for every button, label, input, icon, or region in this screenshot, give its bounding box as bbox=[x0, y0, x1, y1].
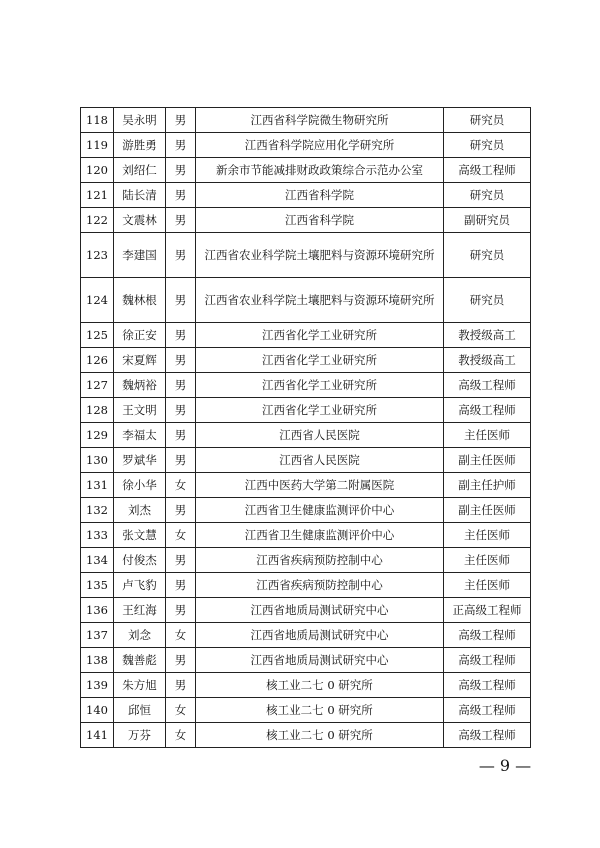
organization-cell: 江西省化学工业研究所 bbox=[196, 398, 444, 423]
job-title-cell: 主任医师 bbox=[444, 523, 531, 548]
organization-cell: 江西省地质局测试研究中心 bbox=[196, 598, 444, 623]
person-name-cell: 刘绍仁 bbox=[114, 158, 166, 183]
row-number-cell: 120 bbox=[81, 158, 114, 183]
row-number-cell: 121 bbox=[81, 183, 114, 208]
person-sex-cell: 男 bbox=[166, 573, 196, 598]
organization-cell: 江西省地质局测试研究中心 bbox=[196, 623, 444, 648]
job-title-cell: 高级工程师 bbox=[444, 723, 531, 748]
job-title-cell: 高级工程师 bbox=[444, 623, 531, 648]
organization-cell: 江西省卫生健康监测评价中心 bbox=[196, 498, 444, 523]
organization-cell: 江西省化学工业研究所 bbox=[196, 323, 444, 348]
row-number-cell: 126 bbox=[81, 348, 114, 373]
row-number-cell: 124 bbox=[81, 278, 114, 323]
person-sex-cell: 男 bbox=[166, 673, 196, 698]
person-sex-cell: 女 bbox=[166, 473, 196, 498]
job-title-cell: 副主任医师 bbox=[444, 448, 531, 473]
organization-cell: 江西省化学工业研究所 bbox=[196, 373, 444, 398]
job-title-cell: 教授级高工 bbox=[444, 348, 531, 373]
organization-cell: 江西省化学工业研究所 bbox=[196, 348, 444, 373]
table-row bbox=[81, 183, 531, 208]
organization-cell: 江西省科学院 bbox=[196, 208, 444, 233]
table-row bbox=[81, 623, 531, 648]
row-number-cell: 125 bbox=[81, 323, 114, 348]
page-number: — 9 — bbox=[478, 756, 532, 775]
person-sex-cell: 男 bbox=[166, 423, 196, 448]
person-sex-cell: 男 bbox=[166, 323, 196, 348]
job-title-cell: 副研究员 bbox=[444, 208, 531, 233]
person-sex-cell: 男 bbox=[166, 108, 196, 133]
person-name-cell: 徐正安 bbox=[114, 323, 166, 348]
table-row bbox=[81, 598, 531, 623]
job-title-cell: 主任医师 bbox=[444, 423, 531, 448]
row-number-cell: 133 bbox=[81, 523, 114, 548]
person-name-cell: 游胜勇 bbox=[114, 133, 166, 158]
row-number-cell: 140 bbox=[81, 698, 114, 723]
job-title-cell: 高级工程师 bbox=[444, 648, 531, 673]
organization-cell: 江西省疾病预防控制中心 bbox=[196, 573, 444, 598]
row-number-cell: 137 bbox=[81, 623, 114, 648]
organization-cell: 江西省卫生健康监测评价中心 bbox=[196, 523, 444, 548]
person-sex-cell: 女 bbox=[166, 698, 196, 723]
table-row bbox=[81, 208, 531, 233]
job-title-cell: 教授级高工 bbox=[444, 323, 531, 348]
job-title-cell: 副主任护师 bbox=[444, 473, 531, 498]
person-sex-cell: 女 bbox=[166, 723, 196, 748]
table-row bbox=[81, 473, 531, 498]
table-row bbox=[81, 423, 531, 448]
person-sex-cell: 男 bbox=[166, 208, 196, 233]
personnel-table bbox=[80, 107, 531, 748]
person-sex-cell: 男 bbox=[166, 233, 196, 278]
job-title-cell: 高级工程师 bbox=[444, 673, 531, 698]
organization-cell: 江西省科学院微生物研究所 bbox=[196, 108, 444, 133]
person-name-cell: 文震林 bbox=[114, 208, 166, 233]
table-row bbox=[81, 648, 531, 673]
person-name-cell: 王文明 bbox=[114, 398, 166, 423]
table-row bbox=[81, 133, 531, 158]
job-title-cell: 研究员 bbox=[444, 233, 531, 278]
person-sex-cell: 男 bbox=[166, 348, 196, 373]
job-title-cell: 正高级工程师 bbox=[444, 598, 531, 623]
row-number-cell: 139 bbox=[81, 673, 114, 698]
person-sex-cell: 男 bbox=[166, 448, 196, 473]
job-title-cell: 研究员 bbox=[444, 278, 531, 323]
row-number-cell: 129 bbox=[81, 423, 114, 448]
person-sex-cell: 男 bbox=[166, 398, 196, 423]
row-number-cell: 119 bbox=[81, 133, 114, 158]
organization-cell: 江西省科学院应用化学研究所 bbox=[196, 133, 444, 158]
person-name-cell: 张文慧 bbox=[114, 523, 166, 548]
table-row bbox=[81, 723, 531, 748]
person-name-cell: 李福太 bbox=[114, 423, 166, 448]
table-row bbox=[81, 548, 531, 573]
row-number-cell: 128 bbox=[81, 398, 114, 423]
person-sex-cell: 女 bbox=[166, 623, 196, 648]
person-name-cell: 付俊杰 bbox=[114, 548, 166, 573]
person-name-cell: 魏炳裕 bbox=[114, 373, 166, 398]
job-title-cell: 研究员 bbox=[444, 133, 531, 158]
job-title-cell: 研究员 bbox=[444, 108, 531, 133]
organization-cell: 江西省疾病预防控制中心 bbox=[196, 548, 444, 573]
table-row bbox=[81, 108, 531, 133]
personnel-table-body bbox=[81, 108, 531, 748]
row-number-cell: 138 bbox=[81, 648, 114, 673]
person-sex-cell: 男 bbox=[166, 373, 196, 398]
organization-cell: 新余市节能减排财政政策综合示范办公室 bbox=[196, 158, 444, 183]
row-number-cell: 118 bbox=[81, 108, 114, 133]
organization-cell: 核工业二七 0 研究所 bbox=[196, 673, 444, 698]
person-name-cell: 刘杰 bbox=[114, 498, 166, 523]
row-number-cell: 132 bbox=[81, 498, 114, 523]
job-title-cell: 主任医师 bbox=[444, 573, 531, 598]
row-number-cell: 131 bbox=[81, 473, 114, 498]
table-row bbox=[81, 448, 531, 473]
table-row bbox=[81, 278, 531, 323]
table-row bbox=[81, 348, 531, 373]
row-number-cell: 141 bbox=[81, 723, 114, 748]
person-sex-cell: 男 bbox=[166, 158, 196, 183]
job-title-cell: 高级工程师 bbox=[444, 698, 531, 723]
person-name-cell: 罗斌华 bbox=[114, 448, 166, 473]
person-name-cell: 陆长清 bbox=[114, 183, 166, 208]
table-row bbox=[81, 398, 531, 423]
person-name-cell: 李建国 bbox=[114, 233, 166, 278]
table-row bbox=[81, 573, 531, 598]
person-name-cell: 卢飞豹 bbox=[114, 573, 166, 598]
table-row bbox=[81, 323, 531, 348]
job-title-cell: 副主任医师 bbox=[444, 498, 531, 523]
organization-cell: 江西省科学院 bbox=[196, 183, 444, 208]
organization-cell: 江西省人民医院 bbox=[196, 448, 444, 473]
row-number-cell: 122 bbox=[81, 208, 114, 233]
person-name-cell: 魏林根 bbox=[114, 278, 166, 323]
job-title-cell: 高级工程师 bbox=[444, 158, 531, 183]
person-name-cell: 王红海 bbox=[114, 598, 166, 623]
table-row bbox=[81, 498, 531, 523]
person-name-cell: 宋夏辉 bbox=[114, 348, 166, 373]
row-number-cell: 123 bbox=[81, 233, 114, 278]
organization-cell: 江西中医药大学第二附属医院 bbox=[196, 473, 444, 498]
person-sex-cell: 女 bbox=[166, 523, 196, 548]
job-title-cell: 高级工程师 bbox=[444, 373, 531, 398]
table-row bbox=[81, 373, 531, 398]
organization-cell: 江西省地质局测试研究中心 bbox=[196, 648, 444, 673]
job-title-cell: 主任医师 bbox=[444, 548, 531, 573]
job-title-cell: 高级工程师 bbox=[444, 398, 531, 423]
row-number-cell: 127 bbox=[81, 373, 114, 398]
organization-cell: 江西省农业科学院土壤肥料与资源环境研究所 bbox=[196, 278, 444, 323]
table-row bbox=[81, 158, 531, 183]
table-row bbox=[81, 523, 531, 548]
job-title-cell: 研究员 bbox=[444, 183, 531, 208]
table-row bbox=[81, 233, 531, 278]
table-row bbox=[81, 673, 531, 698]
person-name-cell: 徐小华 bbox=[114, 473, 166, 498]
organization-cell: 江西省农业科学院土壤肥料与资源环境研究所 bbox=[196, 233, 444, 278]
person-name-cell: 刘念 bbox=[114, 623, 166, 648]
person-sex-cell: 男 bbox=[166, 498, 196, 523]
person-name-cell: 邱恒 bbox=[114, 698, 166, 723]
person-sex-cell: 男 bbox=[166, 648, 196, 673]
person-sex-cell: 男 bbox=[166, 183, 196, 208]
person-sex-cell: 男 bbox=[166, 133, 196, 158]
person-name-cell: 魏善彪 bbox=[114, 648, 166, 673]
person-name-cell: 朱方旭 bbox=[114, 673, 166, 698]
organization-cell: 江西省人民医院 bbox=[196, 423, 444, 448]
table-row bbox=[81, 698, 531, 723]
person-name-cell: 万芬 bbox=[114, 723, 166, 748]
row-number-cell: 130 bbox=[81, 448, 114, 473]
row-number-cell: 135 bbox=[81, 573, 114, 598]
organization-cell: 核工业二七 0 研究所 bbox=[196, 723, 444, 748]
row-number-cell: 134 bbox=[81, 548, 114, 573]
person-sex-cell: 男 bbox=[166, 548, 196, 573]
person-name-cell: 吴永明 bbox=[114, 108, 166, 133]
organization-cell: 核工业二七 0 研究所 bbox=[196, 698, 444, 723]
person-sex-cell: 男 bbox=[166, 598, 196, 623]
row-number-cell: 136 bbox=[81, 598, 114, 623]
person-sex-cell: 男 bbox=[166, 278, 196, 323]
